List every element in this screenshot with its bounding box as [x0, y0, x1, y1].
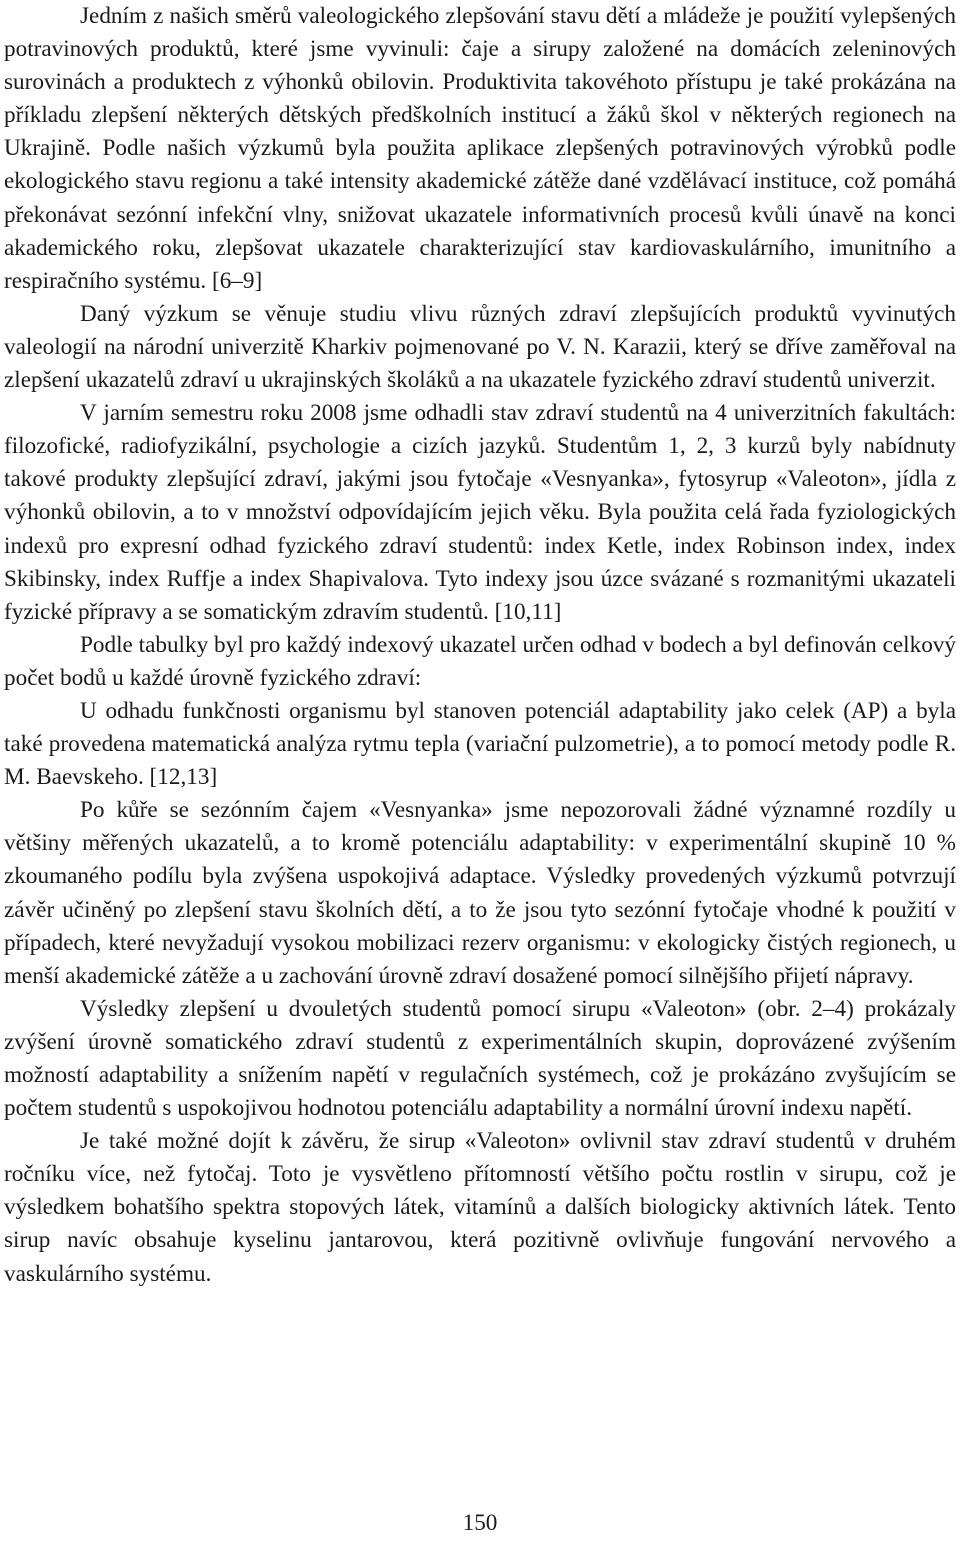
paragraph: Výsledky zlepšení u dvouletých studentů pomocí sirupu «Valeoton» (obr. 2–4) prokázaly zvýšení úrovně somatického zdraví studentů z experimentálních skupin, doprovázené zvýšením možností adaptability a snížením napětí v regulačních systémech, což je prokázáno zvyšujícím se počtem studentů s uspokojivou hodnotou potenciálu adaptability a normální úrovní indexu napětí. [4, 995, 956, 1122]
body-text [4, 0, 956, 1291]
paragraph: U odhadu funkčnosti organismu byl stanoven potenciál adaptability jako celek (AP) a byla také provedena matematická analýza rytmu tepla (variační pulzometrie), a to pomocí metody podle R. M. Baevskeho. [12,13] [4, 697, 956, 791]
paragraph: Je také možné dojít k závěru, že sirup «Valeoton» ovlivnil stav zdraví studentů v druhém ročníku více, než fytočaj. Toto je vysvětleno přítomností většího počtu rostlin v sirupu, což je výsledkem bohatšího spektra stopových látek, vitamínů a dalších biologicky aktivních látek. Tento sirup navíc obsahuje kyselinu jantarovou, která pozitivně ovlivňuje fungování nervového a vaskulárního systému. [4, 1128, 956, 1287]
paragraph: Podle tabulky byl pro každý indexový ukazatel určen odhad v bodech a byl definován celkový počet bodů u každé úrovně fyzického zdraví: [4, 631, 956, 691]
paragraph: Daný výzkum se věnuje studiu vlivu různých zdraví zlepšujících produktů vyvinutých valeologií na národní univerzitě Kharkiv pojmenované po V. N. Karazii, který se dříve zaměřoval na zlepšení ukazatelů zdraví u ukrajinských školáků a na ukazatele fyzického zdraví studentů univerzit. [4, 300, 956, 394]
paragraph: V jarním semestru roku 2008 jsme odhadli stav zdraví studentů na 4 univerzitních fakultách: filozofické, radiofyzikální, psychologie a cizích jazyků. Studentům 1, 2, 3 kurzů byly nabídnuty takové produkty zlepšující zdraví, jakými jsou fytočaje «Vesnyanka», fytosyrup «Valeoton», jídla z výhonků obilovin, a to v množství odpovídajícím jejich věku. Byla použita celá řada fyziologických indexů pro expresní odhad fyzického zdraví studentů: index Ketle, index Robinson index, index Skibinsky, index Ruffje a index Shapivalova. Tyto indexy jsou úzce svázané s rozmanitými ukazateli fyzické přípravy a se somatickým zdravím studentů. [10,11] [4, 400, 956, 625]
paragraph: Jedním z našich směrů valeologického zlepšování stavu dětí a mládeže je použití vylepšených potravinových produktů, které jsme vyvinuli: čaje a sirupy založené na domácích zeleninových surovinách a produktech z výhonků obilovin. Produktivita takovéhoto přístupu je také prokázána na příkladu zlepšení některých dětských předškolních institucí a žáků škol v některých regionech na Ukrajině. Podle našich výzkumů byla použita aplikace zlepšených potravinových výrobků podle ekologického stavu regionu a také intensity akademické zátěže dané vzdělávací instituce, což pomáhá překonávat sezónní infekční vlny, snižovat ukazatele informativních procesů kvůli únavě na konci akademického roku, zlepšovat ukazatele charakterizující stav kardiovaskulárního, imunitního a respiračního systému. [6–9] [4, 3, 956, 294]
page-number: 150 [462, 1510, 498, 1536]
paragraph: Po kůře se sezónním čajem «Vesnyanka» jsme nepozorovali žádné významné rozdíly u většiny měřených ukazatelů, a to kromě potenciálu adaptability: v experimentální skupině 10 % zkoumaného podílu byla zvýšena uspokojivá adaptace. Výsledky provedených výzkumů potvrzují závěr učiněný po zlepšení stavu školních dětí, a to že jsou tyto sezónní fytočaje vhodné k použití v případech, které nevyžadují vysokou mobilizaci rezerv organismu: v ekologicky čistých regionech, u menší akademické zátěže a u zachování úrovně zdraví dosažené pomocí silnějšího přijetí nápravy. [4, 797, 956, 989]
document-page [4, 0, 956, 1542]
